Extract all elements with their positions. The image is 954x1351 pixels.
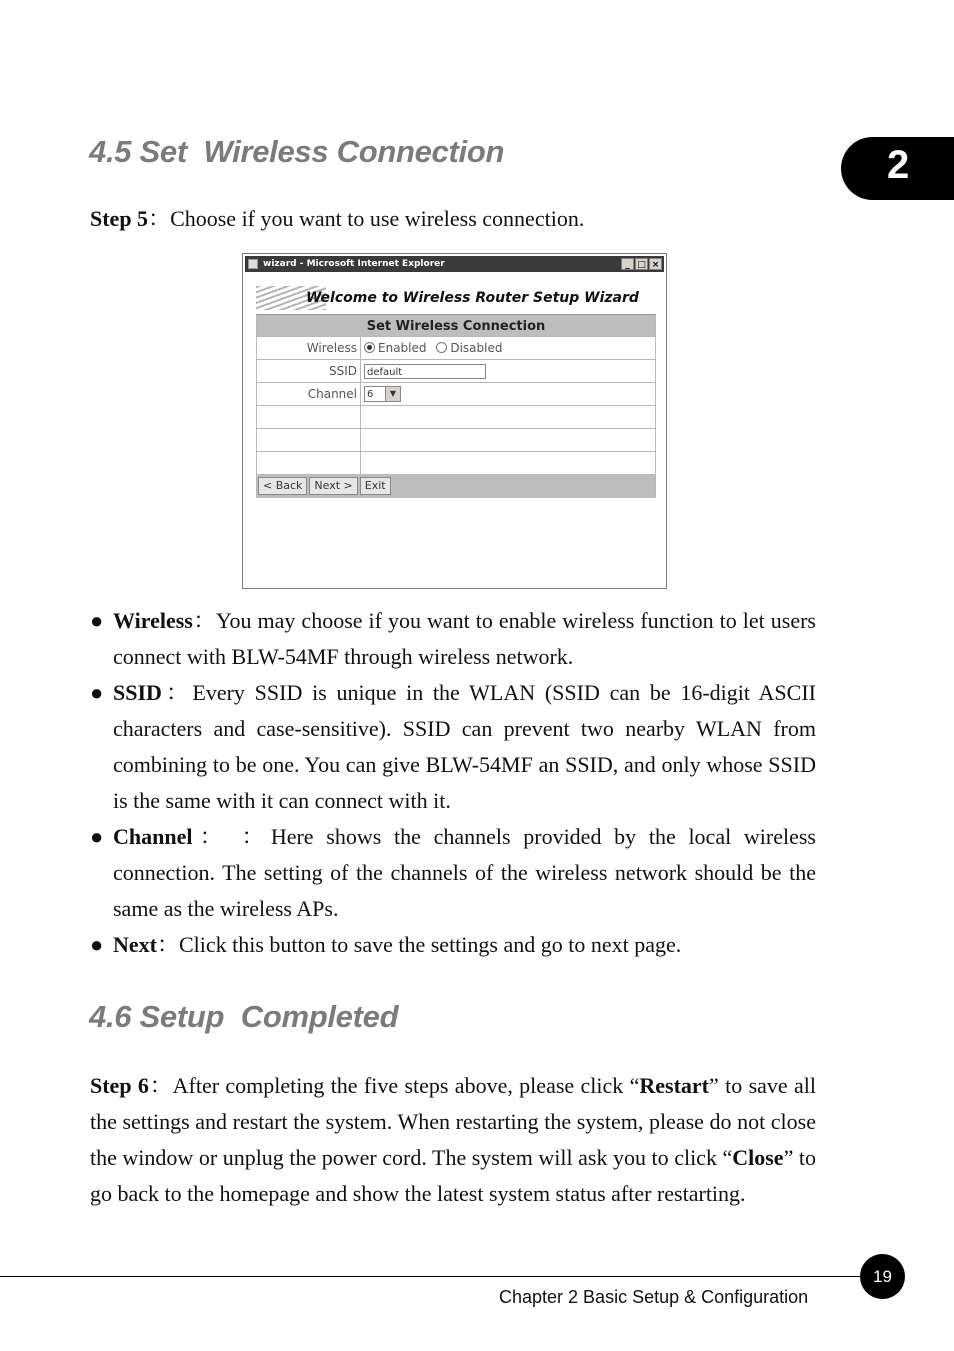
chevron-down-icon: ▼: [385, 387, 400, 401]
close-term: Close: [732, 1145, 784, 1170]
empty-cell: [361, 406, 656, 429]
ssid-input[interactable]: default: [364, 364, 486, 379]
bullet-dot-icon: ●: [90, 608, 104, 633]
restart-term: Restart: [639, 1073, 710, 1098]
bullet-text: ：You may choose if you want to enable wireless function to let users connect with BLW-54MF through wireless network.: [113, 608, 816, 669]
window-title: wizard - Microsoft Internet Explorer: [263, 259, 445, 269]
bullet-text: ：Every SSID is unique in the WLAN (SSID can be 16-digit ASCII characters and case-sensitive). SSID can prevent two nearby WLAN from combining to be one. You can give BLW-54MF an SSID, and only whose SSID is the same with it can connect with it.: [113, 680, 816, 813]
empty-cell: [361, 452, 656, 475]
step-6-text-b: ” to save all the settings and restart the system. When restarting the system, please do not close the window or unplug the power cord. The system will ask you to click “: [90, 1073, 817, 1170]
bullet-term: Next: [113, 932, 157, 957]
empty-cell: [257, 429, 361, 452]
footer-chapter-title: Chapter 2 Basic Setup & Configuration: [499, 1287, 809, 1307]
wireless-options: [361, 337, 656, 360]
wizard-panel: [256, 282, 656, 498]
step-5-label: Step 5: [90, 206, 149, 231]
bullet-text: ：Click this button to save the settings and go to next page.: [156, 932, 682, 957]
wizard-banner: [256, 282, 656, 315]
minimize-button[interactable]: _: [621, 258, 634, 270]
step-5-paragraph: [90, 201, 816, 237]
bullet-text: ： ：Here shows the channels provided by the local wireless connection. The setting of the channels of the wireless network should be the same as the wireless APs.: [113, 824, 816, 921]
ssid-label: SSID: [257, 360, 361, 383]
chapter-tab: [841, 137, 954, 200]
page-number: 19: [860, 1254, 905, 1299]
bullet-term: SSID: [113, 680, 162, 705]
enabled-radio[interactable]: [364, 342, 375, 353]
channel-label: Channel: [257, 383, 361, 406]
step-6-paragraph: [90, 1068, 816, 1212]
enabled-label: Enabled: [378, 341, 427, 355]
window-titlebar: [245, 256, 664, 272]
empty-cell: [257, 406, 361, 429]
bullet-dot-icon: ●: [90, 680, 104, 705]
bullet-dot-icon: ●: [90, 932, 104, 957]
next-button[interactable]: Next >: [309, 477, 357, 495]
bullet-ssid: [90, 675, 816, 819]
banner-title: Welcome to Wireless Router Setup Wizard: [306, 290, 639, 306]
maximize-button[interactable]: □: [635, 258, 648, 270]
bullet-term: Wireless: [113, 608, 193, 633]
wizard-button-bar: [256, 475, 656, 498]
ssid-cell: [361, 360, 656, 383]
table-heading: Set Wireless Connection: [257, 316, 656, 337]
close-window-button[interactable]: ×: [649, 258, 662, 270]
step-6-text-c: ” to go back to the homepage and show the latest system status after restarting.: [90, 1145, 816, 1206]
step-5-text: ：Choose if you want to use wireless connection.: [148, 206, 585, 231]
channel-cell: [361, 383, 656, 406]
footer-rule: [0, 1276, 872, 1277]
wizard-screenshot: [242, 253, 667, 589]
bullet-channel: [90, 819, 816, 927]
exit-button[interactable]: Exit: [360, 477, 391, 495]
bullet-term: Channel: [113, 824, 193, 849]
channel-select[interactable]: [364, 386, 401, 402]
wireless-label: Wireless: [257, 337, 361, 360]
disabled-radio[interactable]: [436, 342, 447, 353]
bullet-wireless: [90, 603, 816, 675]
empty-cell: [257, 452, 361, 475]
back-button[interactable]: < Back: [258, 477, 307, 495]
step-6-text-a: ：After completing the five steps above, please click “: [148, 1073, 640, 1098]
bullet-next: [90, 927, 816, 963]
chapter-number: 2: [887, 143, 910, 187]
channel-value: 6: [367, 388, 374, 400]
ie-icon: [248, 259, 258, 269]
bullet-dot-icon: ●: [90, 824, 104, 849]
field-descriptions: [90, 603, 816, 963]
section-heading-4-6: 4.6 Setup Completed: [89, 999, 399, 1034]
section-heading-4-5: 4.5 Set Wireless Connection: [89, 134, 505, 169]
empty-cell: [361, 429, 656, 452]
step-6-label: Step 6: [90, 1073, 149, 1098]
settings-table: [256, 315, 656, 475]
disabled-label: Disabled: [450, 341, 503, 355]
